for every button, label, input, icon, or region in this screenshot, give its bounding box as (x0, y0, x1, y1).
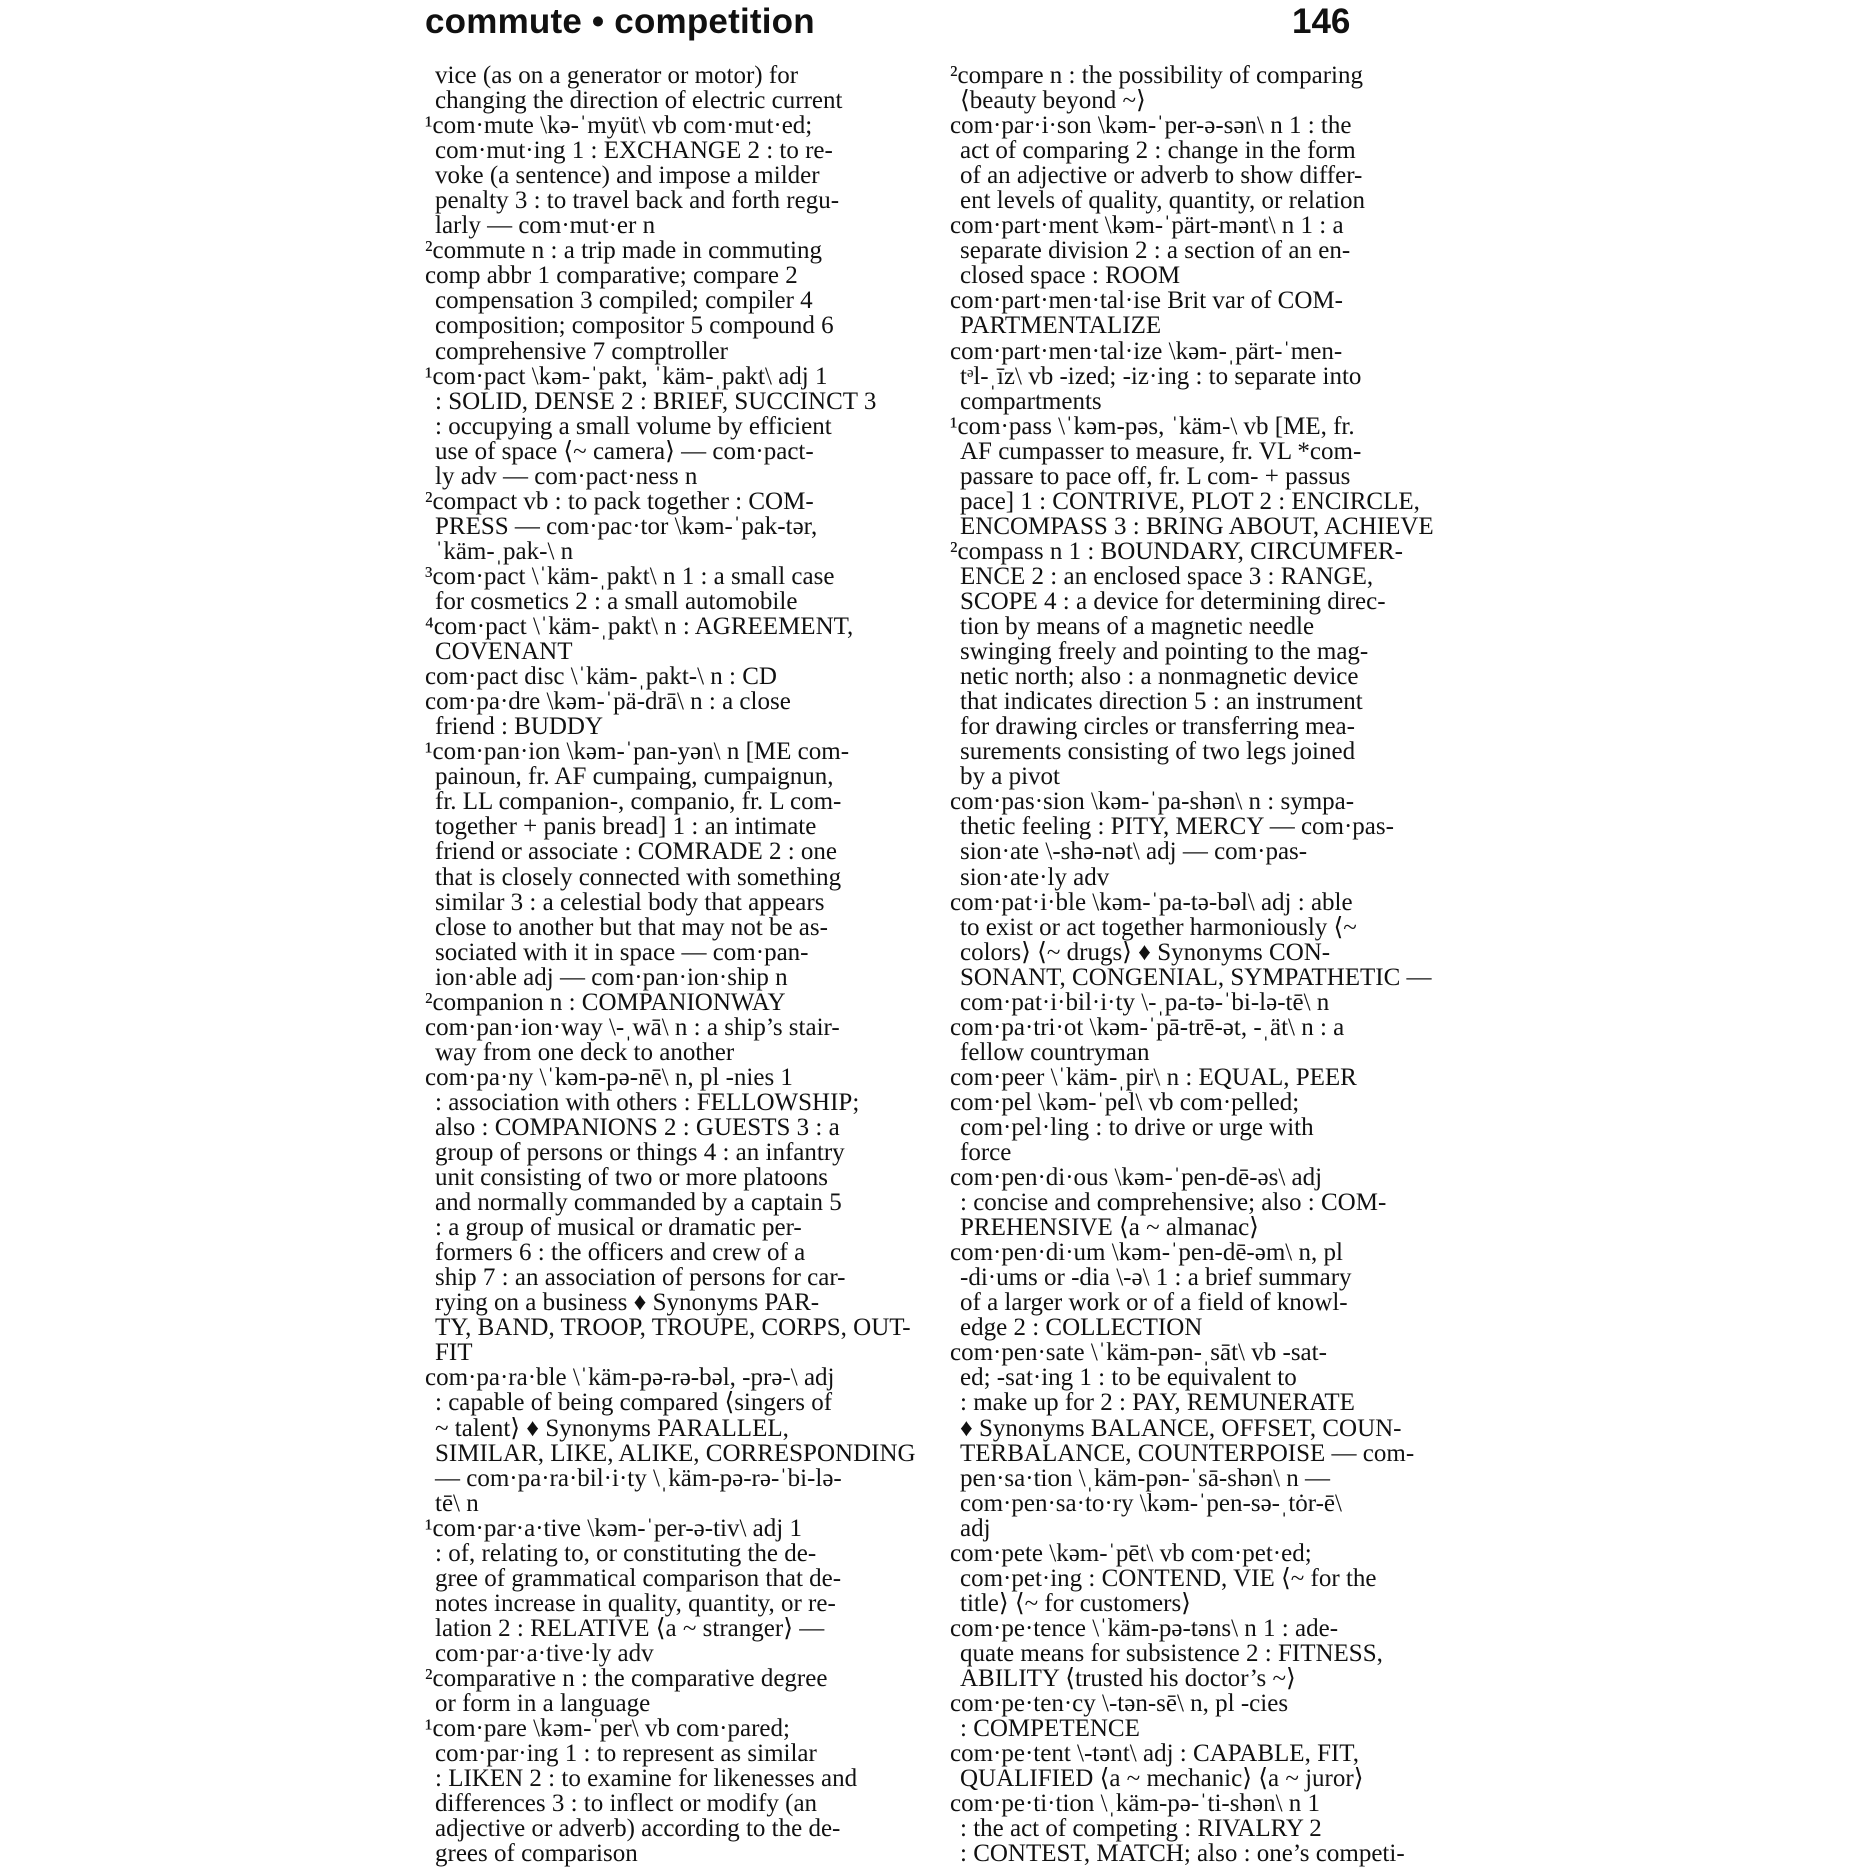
entry-headword-line: ¹com·par·a·tive \kəm-ˈper-ə-tiv\ adj 1 (425, 1514, 802, 1542)
entry-line: formers 6 : the officers and crew of a (435, 1239, 806, 1267)
entry-line: TY, BAND, TROOP, TROUPE, CORPS, OUT- (435, 1314, 911, 1342)
entry-line: for drawing circles or transferring mea- (960, 713, 1355, 741)
entry-line: separate division 2 : a section of an en- (960, 237, 1351, 265)
entry-line: differences 3 : to inflect or modify (an (435, 1790, 818, 1818)
entry-line: to exist or act together harmoniously ⟨~ (960, 913, 1357, 941)
entry-line: SIMILAR, LIKE, ALIKE, CORRESPONDING (435, 1439, 916, 1467)
entry-line: edge 2 : COLLECTION (960, 1314, 1203, 1342)
entry-headword-line: com·pa·tri·ot \kəm-ˈpā-trē-ət, -ˌät\ n : a (950, 1013, 1345, 1041)
entry-line: com·pet·ing : CONTEND, VIE ⟨~ for the (960, 1564, 1377, 1592)
entry-headword-line: com·pe·tent \-tənt\ adj : CAPABLE, FIT, (950, 1740, 1359, 1768)
entry-headword-line: com·peer \ˈkäm-ˌpir\ n : EQUAL, PEER (950, 1063, 1357, 1091)
entry-line: : CONTEST, MATCH; also : one’s competi- (960, 1840, 1405, 1867)
entry-line: com·mut·ing 1 : EXCHANGE 2 : to re- (435, 137, 833, 165)
entry-headword-line: ²comparative n : the comparative degree (425, 1665, 828, 1692)
entry-headword-line: com·pe·ten·cy \-tən-sē\ n, pl -cies (950, 1690, 1289, 1718)
entry-line: ♦ Synonyms BALANCE, OFFSET, COUN- (960, 1414, 1402, 1442)
entry-line: ed; -sat·ing 1 : to be equivalent to (960, 1364, 1297, 1392)
entry-line: : of, relating to, or constituting the de- (435, 1539, 817, 1567)
entry-line: or form in a language (435, 1690, 651, 1718)
entry-headword-line: com·part·men·tal·ize \kəm-ˌpärt-ˈmen- (950, 337, 1343, 365)
entry-headword-line: ²compact vb : to pack together : COM- (425, 487, 814, 515)
entry-line: ENCE 2 : an enclosed space 3 : RANGE, (960, 562, 1374, 590)
entry-line: that indicates direction 5 : an instrument (960, 688, 1363, 716)
entry-line: com·pat·i·bil·i·ty \-ˌpa-tə-ˈbi-lə-tē\ n (960, 988, 1330, 1016)
entry-line: friend : BUDDY (435, 713, 604, 741)
entry-line: ly adv — com·pact·ness n (435, 462, 698, 490)
entry-line: ent levels of quality, quantity, or relation (960, 187, 1365, 215)
entry-line: sion·ate·ly adv (960, 863, 1110, 891)
entry-line: com·pen·sa·to·ry \kəm-ˈpen-sə-ˌtȯr-ē\ (960, 1489, 1342, 1517)
entry-headword-line: com·pas·sion \kəm-ˈpa-shən\ n : sympa- (950, 788, 1355, 816)
entry-headword-line: ¹com·mute \kə-ˈmyüt\ vb com·mut·ed; (425, 112, 813, 140)
entry-line: adj (960, 1514, 991, 1542)
right-column (950, 63, 1452, 1866)
entry-line: ABILITY ⟨trusted his doctor’s ~⟩ (960, 1665, 1296, 1692)
entry-line: title⟩ ⟨~ for customers⟩ (960, 1589, 1191, 1617)
entry-line: : association with others : FELLOWSHIP; (435, 1088, 860, 1116)
entry-headword-line: com·pact disc \ˈkäm-ˌpakt-\ n : CD (425, 663, 777, 691)
entry-line: ion·able adj — com·pan·ion·ship n (435, 963, 788, 991)
entry-line: com·pel·ling : to drive or urge with (960, 1113, 1314, 1141)
entry-line: pace] 1 : CONTRIVE, PLOT 2 : ENCIRCLE, (960, 487, 1420, 515)
entry-line: PARTMENTALIZE (960, 312, 1162, 340)
entry-line: painoun, fr. AF cumpaing, cumpaignun, (435, 763, 834, 791)
entry-line: by a pivot (960, 763, 1060, 791)
entry-line: of a larger work or of a field of knowl- (960, 1289, 1348, 1317)
entry-line: passare to pace off, fr. L com- + passus (960, 462, 1351, 490)
entry-headword-line: com·part·ment \kəm-ˈpärt-mənt\ n 1 : a (950, 212, 1344, 240)
entry-headword-line: ²compass n 1 : BOUNDARY, CIRCUMFER- (950, 537, 1403, 565)
entry-headword-line: com·pel \kəm-ˈpel\ vb com·pelled; (950, 1088, 1300, 1116)
entry-line: tē\ n (435, 1489, 479, 1517)
entry-line: FIT (435, 1339, 473, 1367)
entry-line: pen·sa·tion \ˌkäm-pən-ˈsā-shən\ n — (960, 1464, 1331, 1492)
entry-line: that is closely connected with something (435, 863, 842, 891)
entry-line: sion·ate \-shə-nət\ adj — com·pas- (960, 838, 1308, 866)
entry-headword-line: com·pe·tence \ˈkäm-pə-təns\ n 1 : ade- (950, 1614, 1339, 1642)
entry-line: similar 3 : a celestial body that appears (435, 888, 825, 916)
left-column (425, 63, 927, 1866)
entry-line: SCOPE 4 : a device for determining direc- (960, 587, 1386, 615)
entry-line: tion by means of a magnetic needle (960, 613, 1315, 641)
entry-line: PREHENSIVE ⟨a ~ almanac⟩ (960, 1214, 1259, 1242)
entry-line: penalty 3 : to travel back and forth regu- (435, 187, 840, 215)
entry-line: group of persons or things 4 : an infantry (435, 1139, 845, 1167)
entry-line: fellow countryman (960, 1038, 1150, 1066)
entry-line: netic north; also : a nonmagnetic device (960, 663, 1359, 691)
entry-headword-line: com·pa·dre \kəm-ˈpä-drā\ n : a close (425, 688, 791, 716)
entry-line: grees of comparison (435, 1840, 638, 1867)
entry-headword-line: comp abbr 1 comparative; compare 2 (425, 262, 798, 290)
entry-line: — com·pa·ra·bil·i·ty \ˌkäm-pə-rə-ˈbi-lə- (435, 1464, 842, 1492)
entry-line: closed space : ROOM (960, 262, 1181, 290)
entry-headword-line: ¹com·pass \ˈkəm-pəs, ˈkäm-\ vb [ME, fr. (950, 412, 1355, 440)
entry-line: com·par·a·tive·ly adv (435, 1639, 654, 1667)
entry-line: : SOLID, DENSE 2 : BRIEF, SUCCINCT 3 (435, 387, 877, 415)
entry-headword-line: ²commute n : a trip made in commuting (425, 237, 822, 265)
entry-headword-line: ³com·pact \ˈkäm-ˌpakt\ n 1 : a small case (425, 562, 835, 590)
entry-line: close to another but that may not be as- (435, 913, 828, 941)
entry-line: composition; compositor 5 compound 6 (435, 312, 834, 340)
entry-headword-line: com·pat·i·ble \kəm-ˈpa-tə-bəl\ adj : able (950, 888, 1353, 916)
page-number: 146 (1292, 2, 1351, 41)
entry-line: of an adjective or adverb to show differ- (960, 162, 1363, 190)
entry-line: ˈkäm-ˌpak-\ n (435, 537, 574, 565)
entry-line: PRESS — com·pac·tor \kəm-ˈpak-tər, (435, 512, 818, 540)
entry-line: lation 2 : RELATIVE ⟨a ~ stranger⟩ — (435, 1614, 825, 1642)
entry-line: sociated with it in space — com·pan- (435, 938, 809, 966)
entry-line: : COMPETENCE (960, 1715, 1140, 1743)
entry-line: ship 7 : an association of persons for car- (435, 1264, 846, 1292)
entry-line: surements consisting of two legs joined (960, 738, 1356, 766)
entry-line: use of space ⟨~ camera⟩ — com·pact- (435, 437, 814, 465)
entry-line: fr. LL companion-, companio, fr. L com- (435, 788, 842, 816)
entry-line: larly — com·mut·er n (435, 212, 656, 240)
entry-line: and normally commanded by a captain 5 (435, 1189, 842, 1217)
entry-line: compensation 3 compiled; compiler 4 (435, 287, 813, 315)
entry-headword-line: com·pen·di·um \kəm-ˈpen-dē-əm\ n, pl (950, 1239, 1343, 1267)
guide-words: commute • competition (425, 2, 815, 41)
entry-headword-line: com·par·i·son \kəm-ˈper-ə-sən\ n 1 : the (950, 112, 1352, 140)
entry-line: -di·ums or -dia \-ə\ 1 : a brief summary (960, 1264, 1352, 1292)
entry-line: force (960, 1139, 1012, 1167)
entry-line: voke (a sentence) and impose a milder (435, 162, 820, 190)
entry-headword-line: com·pen·sate \ˈkäm-pən-ˌsāt\ vb -sat- (950, 1339, 1327, 1367)
entry-line: TERBALANCE, COUNTERPOISE — com- (960, 1439, 1415, 1467)
entry-headword-line: ¹com·pact \kəm-ˈpakt, ˈkäm-ˌpakt\ adj 1 (425, 362, 828, 390)
entry-line: : concise and comprehensive; also : COM- (960, 1189, 1387, 1217)
entry-line: : occupying a small volume by efficient (435, 412, 832, 440)
entry-line: thetic feeling : PITY, MERCY — com·pas- (960, 813, 1394, 841)
entry-line: also : COMPANIONS 2 : GUESTS 3 : a (435, 1113, 840, 1141)
entry-line: changing the direction of electric current (435, 87, 843, 115)
entry-headword-line: com·pen·di·ous \kəm-ˈpen-dē-əs\ adj (950, 1164, 1323, 1192)
entry-line: ⟨beauty beyond ~⟩ (960, 87, 1146, 115)
entry-headword-line: com·pan·ion·way \-ˌwā\ n : a ship’s stair- (425, 1013, 840, 1041)
entry-line: swinging freely and pointing to the mag- (960, 638, 1369, 666)
entry-line: together + panis bread] 1 : an intimate (435, 813, 817, 841)
entry-line: ENCOMPASS 3 : BRING ABOUT, ACHIEVE (960, 512, 1434, 540)
entry-line: quate means for subsistence 2 : FITNESS, (960, 1639, 1383, 1667)
entry-line: : LIKEN 2 : to examine for likenesses and (435, 1765, 858, 1793)
entry-line: ~ talent⟩ ♦ Synonyms PARALLEL, (435, 1414, 789, 1442)
entry-line: way from one deck to another (435, 1038, 735, 1066)
entry-line: adjective or adverb) according to the de- (435, 1815, 841, 1843)
entry-line: : a group of musical or dramatic per- (435, 1214, 802, 1242)
entry-line: : the act of competing : RIVALRY 2 (960, 1815, 1322, 1843)
entry-line: : capable of being compared ⟨singers of (435, 1389, 833, 1417)
entry-line: compartments (960, 387, 1102, 415)
entry-line: notes increase in quality, quantity, or re- (435, 1589, 836, 1617)
entry-headword-line: ⁴com·pact \ˈkäm-ˌpakt\ n : AGREEMENT, (425, 613, 854, 641)
entry-line: COVENANT (435, 638, 573, 666)
entry-headword-line: com·part·men·tal·ise Brit var of COM- (950, 287, 1343, 315)
entry-line: com·par·ing 1 : to represent as similar (435, 1740, 817, 1768)
entry-headword-line: com·pete \kəm-ˈpēt\ vb com·pet·ed; (950, 1539, 1312, 1567)
entry-headword-line: ¹com·pare \kəm-ˈper\ vb com·pared; (425, 1715, 790, 1743)
entry-headword-line: ²compare n : the possibility of comparing (950, 62, 1363, 89)
entry-line: unit consisting of two or more platoons (435, 1164, 829, 1192)
entry-line: for cosmetics 2 : a small automobile (435, 587, 798, 615)
entry-line: comprehensive 7 comptroller (435, 337, 728, 365)
entry-line: tᵊl-ˌīz\ vb -ized; -iz·ing : to separate into (960, 362, 1362, 390)
entry-line: : make up for 2 : PAY, REMUNERATE (960, 1389, 1355, 1417)
entry-line: vice (as on a generator or motor) for (435, 62, 799, 89)
entry-headword-line: ¹com·pan·ion \kəm-ˈpan-yən\ n [ME com- (425, 738, 850, 766)
entry-line: rying on a business ♦ Synonyms PAR- (435, 1289, 820, 1317)
entry-headword-line: com·pe·ti·tion \ˌkäm-pə-ˈti-shən\ n 1 (950, 1790, 1321, 1818)
entry-line: SONANT, CONGENIAL, SYMPATHETIC — (960, 963, 1432, 991)
entry-headword-line: ²companion n : COMPANIONWAY (425, 988, 786, 1016)
entry-line: colors⟩ ⟨~ drugs⟩ ♦ Synonyms CON- (960, 938, 1331, 966)
entry-line: AF cumpasser to measure, fr. VL *com- (960, 437, 1362, 465)
entry-headword-line: com·pa·ny \ˈkəm-pə-nē\ n, pl -nies 1 (425, 1063, 793, 1091)
entry-line: act of comparing 2 : change in the form (960, 137, 1356, 165)
entry-line: friend or associate : COMRADE 2 : one (435, 838, 838, 866)
entry-headword-line: com·pa·ra·ble \ˈkäm-pə-rə-bəl, -prə-\ adj (425, 1364, 835, 1392)
entry-line: QUALIFIED ⟨a ~ mechanic⟩ ⟨a ~ juror⟩ (960, 1765, 1364, 1793)
entry-line: gree of grammatical comparison that de- (435, 1564, 842, 1592)
